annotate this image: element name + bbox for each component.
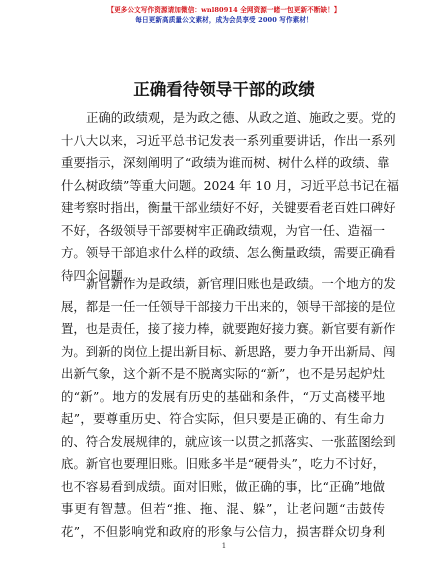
paragraph-line: 正确的政绩观，是为政之德、从政之道、施政之要。党的 [86, 110, 396, 125]
paragraph-line: 建考察时指出，衡量干部业绩好不好，关键要看老百姓口碑好 [61, 200, 396, 215]
promo-banner-subline: 每日更新高质量公文素材，成为会员享受 2000 写作素材！ [135, 16, 313, 24]
page-number: 1 [221, 542, 227, 550]
paragraph-line: 事更有智慧。但若“推、拖、混、躲”，让老问题“击鼓传 [61, 501, 385, 516]
promo-banner-top: 【更多公文写作资源请加微信：wnl80914 全网资源一睹一包更新不断缺！】 [107, 6, 341, 14]
paragraph-2 [61, 273, 396, 543]
paragraph-line: 为。到新的岗位上提出新目标、新思路，要力争开出新局、闯 [61, 343, 396, 359]
paragraph-line: 十八大以来，习近平总书记发表一系列重要讲话，作出一系列 [61, 132, 396, 148]
paragraph-line: 方。领导干部追求什么样的政绩、怎么衡量政绩，需要正确看 [61, 245, 396, 260]
paragraph-line: 待四个问题。 [61, 267, 136, 283]
paragraph-line: 什么树政绩”等重大问题。2024 年 10 月，习近平总书记在福 [61, 177, 400, 193]
paragraph-line: 重要指示，深刻阐明了“政绩为谁而树、树什么样的政绩、靠 [61, 155, 390, 170]
paragraph-line: 也不容易看到成绩。面对旧账，做正确的事，比“正确”地做 [61, 478, 385, 494]
paragraph-line: 新官新作为是政绩，新官理旧账也是政绩。一个地方的发 [86, 276, 396, 291]
paragraph-line: 置，也是责任，接了接力棒，就要跑好接力赛。新官要有新作 [61, 321, 396, 336]
paragraph-line: 展，都是一任一任领导干部接力干出来的，领导干部接的是位 [61, 298, 396, 314]
paragraph-line: 起”，要尊重历史、符合实际，但只要是正确的、有生命力 [61, 411, 385, 426]
paragraph-line: 的“新”。地方的发展有历史的基础和条件，“万丈高楼平地 [61, 388, 385, 404]
paragraph-line: 不好，各级领导干部要树牢正确政绩观，为官一任、造福一 [61, 222, 385, 238]
paragraph-line: 底。新官也要理旧账。旧账多半是“硬骨头”，吃力不讨好， [61, 456, 385, 471]
paragraph-line: 的、符合发展规律的，就应该一以贯之抓落实、一张蓝图绘到 [61, 433, 396, 449]
paragraph-1 [61, 107, 400, 287]
paragraph-line: 花”，不但影响党和政府的形象与公信力，损害群众切身利 [61, 523, 385, 539]
document-title: 正确看待领导干部的政绩 [133, 80, 315, 99]
paragraph-line: 出新气象，这个新不是不脱离实际的“新”，也不是另起炉灶 [61, 366, 385, 381]
